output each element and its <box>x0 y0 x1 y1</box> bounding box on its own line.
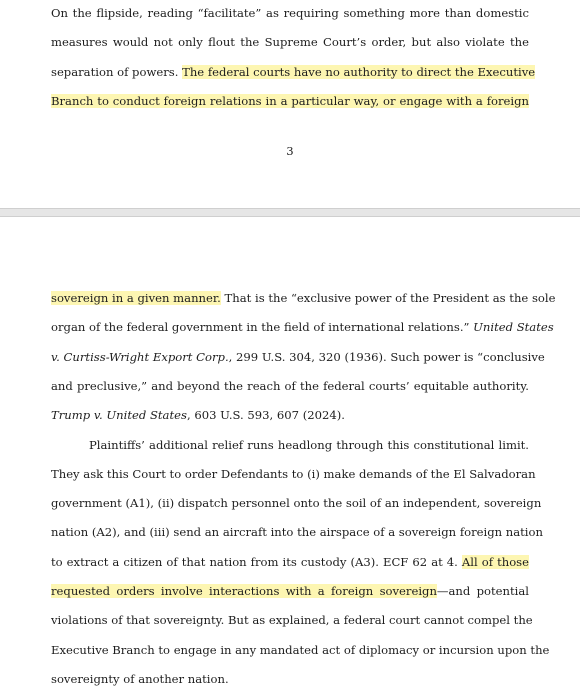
text-line <box>51 465 536 483</box>
body-text: organ of the federal government in the field of international relations.” <box>51 320 474 335</box>
body-text: , 603 U.S. 593, 607 (2024). <box>186 408 345 423</box>
body-text: and preclusive,” and beyond the reach of the federal courts’ equitable authority. <box>51 378 529 393</box>
body-text: On the flipside, reading “facilitate” as requiring something more than domestic <box>51 6 529 20</box>
text-line <box>51 670 529 688</box>
text-line <box>51 63 536 81</box>
text-line <box>51 494 542 512</box>
document-page-3 <box>0 0 580 208</box>
text-line <box>51 553 529 571</box>
page-number: 3 <box>286 144 294 158</box>
highlighted-text: All of those <box>461 554 529 569</box>
text-line <box>51 348 545 366</box>
citation-text: United States <box>473 320 554 335</box>
citation-text: Trump v. United States <box>51 408 187 423</box>
citation-text: v. Curtiss-Wright Export Corp. <box>51 349 229 364</box>
highlighted-text: Branch to conduct foreign relations in a particular way, or engage with a foreign <box>51 93 529 108</box>
body-text: nation (A2), and (iii) send an aircraft into the airspace of a sovereign foreign nation <box>51 525 543 540</box>
document-page-4 <box>0 217 580 692</box>
body-text: Plaintiffs’ additional relief runs headlong through this constitutional limit. <box>89 437 529 452</box>
body-text: They ask this Court to order Defendants to (i) make demands of the El Salvadoran <box>51 466 536 481</box>
text-line <box>51 33 529 51</box>
body-text: sovereignty of another nation. <box>51 671 229 686</box>
page-break <box>0 208 580 217</box>
body-text: violations of that sovereignty. But as explained, a federal court cannot compel the <box>51 613 533 628</box>
text-line <box>51 582 529 600</box>
text-line <box>51 289 556 307</box>
text-line <box>51 641 550 659</box>
text-line <box>51 4 529 22</box>
text-line <box>51 611 533 629</box>
text-line <box>51 406 529 424</box>
text-line <box>89 436 529 454</box>
body-text: , 299 U.S. 304, 320 (1936). Such power is “conclusive <box>228 349 545 364</box>
text-line <box>51 377 529 395</box>
body-text: That is the “exclusive power of the President as the sole <box>220 291 556 305</box>
body-text: government (A1), (ii) dispatch personnel onto the soil of an independent, sovereign <box>51 496 542 511</box>
body-text: Executive Branch to engage in any mandated act of diplomacy or incursion upon the <box>51 642 550 657</box>
text-line <box>51 523 543 541</box>
body-text: —and potential <box>436 584 529 598</box>
text-line <box>51 318 554 336</box>
highlighted-text: sovereign in a given manner. <box>51 291 221 305</box>
highlighted-text: The federal courts have no authority to direct the Executive <box>182 64 536 79</box>
highlighted-text: requested orders involve interactions with a foreign sovereign <box>51 584 437 598</box>
body-text: measures would not only flout the Supreme Court’s order, but also violate the <box>51 35 529 50</box>
body-text: separation of powers. <box>51 64 183 79</box>
body-text: to extract a citizen of that nation from its custody (A3). ECF 62 at 4. <box>51 554 462 569</box>
text-line <box>51 92 529 110</box>
